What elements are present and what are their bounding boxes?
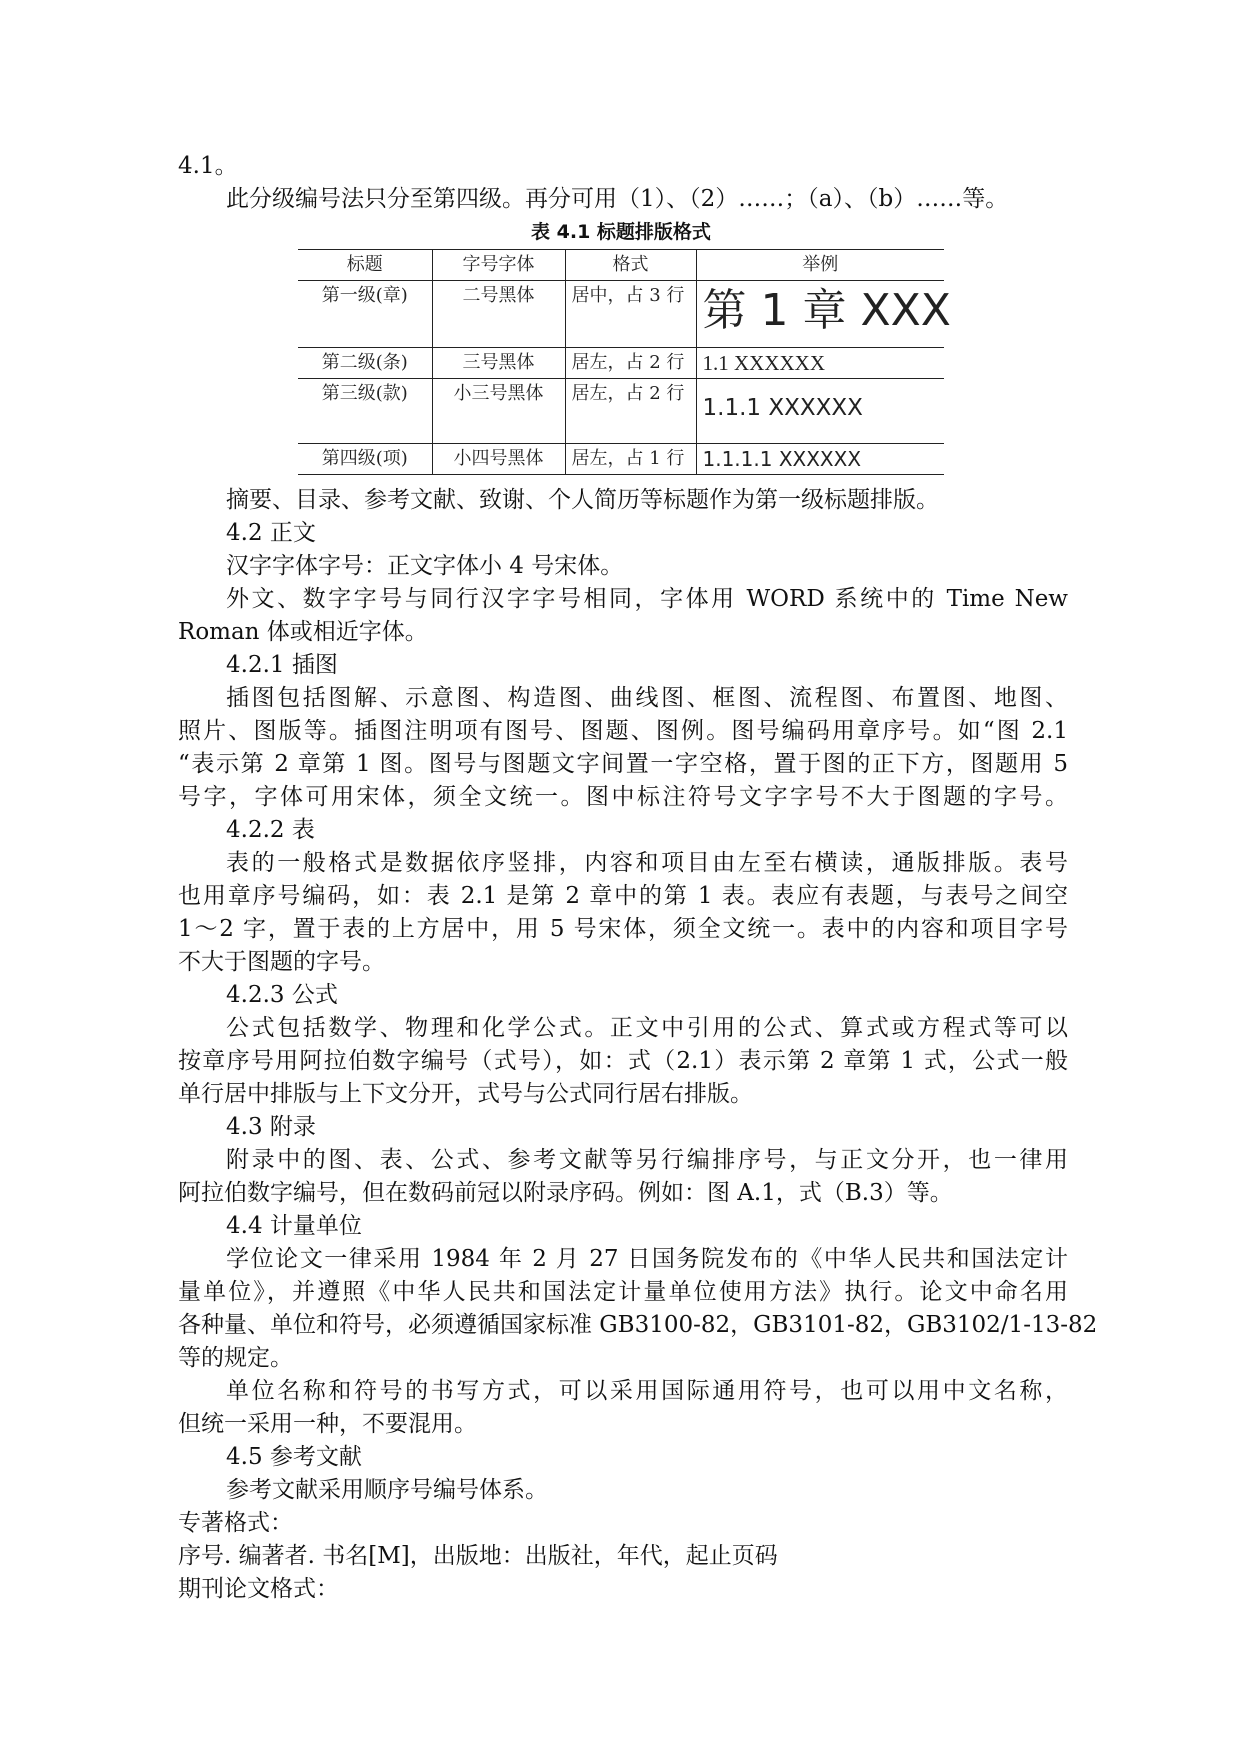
table-header-cell: 标题 xyxy=(298,250,432,281)
table-cell: 小三号黑体 xyxy=(432,379,565,444)
table-header-cell: 举例 xyxy=(696,250,944,281)
table-cell: 居左，占 2 行 xyxy=(565,348,696,379)
format-label: 期刊论文格式： xyxy=(178,1576,339,1602)
table-cell: 第一级(章) xyxy=(298,281,432,348)
paragraph-text: 不大于图题的字号。 xyxy=(178,949,385,975)
table-cell: 居左，占 2 行 xyxy=(565,379,696,444)
table-cell: 第三级(款) xyxy=(298,379,432,444)
paragraph-text: 插图包括图解、示意图、构造图、曲线图、框图、流程图、布置图、地图、 xyxy=(226,685,1068,711)
paragraph-text: 汉字字体字号：正文字体小 4 号宋体。 xyxy=(226,553,624,579)
table-cell: 三号黑体 xyxy=(432,348,565,379)
paragraph-text: Roman 体或相近字体。 xyxy=(178,619,428,645)
citation-format: 序号. 编著者. 书名[M]，出版地：出版社，年代，起止页码 xyxy=(178,1543,778,1569)
table-cell: 居中，占 3 行 xyxy=(565,281,696,348)
table-header-cell: 格式 xyxy=(565,250,696,281)
table-cell-example: 1.1 XXXXXX xyxy=(696,348,944,379)
paragraph-text: 按章序号用阿拉伯数字编号（式号），如：式（2.1）表示第 2 章第 1 式，公式一般 xyxy=(178,1048,1068,1074)
table-row xyxy=(298,379,944,444)
paragraph-text: 等的规定。 xyxy=(178,1345,293,1371)
paragraph-text: 公式包括数学、物理和化学公式。正文中引用的公式、算式或方程式等可以 xyxy=(226,1015,1068,1041)
paragraph-text: 外文、数字字号与同行汉字字号相同，字体用 WORD 系统中的 Time New xyxy=(226,586,1068,612)
paragraph-text: 1～2 字，置于表的上方居中，用 5 号宋体，须全文统一。表中的内容和项目字号 xyxy=(178,916,1068,942)
paragraph-text: 单行居中排版与上下文分开，式号与公式同行居右排版。 xyxy=(178,1081,753,1107)
table-header-row xyxy=(298,250,944,281)
section-heading: 4.4 计量单位 xyxy=(226,1213,362,1239)
heading-format-table xyxy=(298,249,951,475)
paragraph-text: 但统一采用一种，不要混用。 xyxy=(178,1411,477,1437)
paragraph-text: 照片、图版等。插图注明项有图号、图题、图例。图号编码用章序号。如“图 2.1 xyxy=(178,718,1068,744)
table-cell: 二号黑体 xyxy=(432,281,565,348)
paragraph-text: “表示第 2 章第 1 图。图号与图题文字间置一字空格，置于图的正下方，图题用 5 xyxy=(178,751,1068,777)
table-cell: 第二级(条) xyxy=(298,348,432,379)
table-caption: 表 4.1 标题排版格式 xyxy=(531,221,711,243)
paragraph-text: 表的一般格式是数据依序竖排，内容和项目由左至右横读，通版排版。表号 xyxy=(226,850,1068,876)
table-row xyxy=(298,348,944,379)
section-heading: 4.2 正文 xyxy=(226,520,316,546)
table-header-cell: 字号字体 xyxy=(432,250,565,281)
section-number-tail: 4.1。 xyxy=(178,153,238,179)
paragraph-text: 号字，字体可用宋体，须全文统一。图中标注符号文字字号不大于图题的字号。 xyxy=(178,784,1068,810)
paragraph-text: 也用章序号编码，如：表 2.1 是第 2 章中的第 1 表。表应有表题，与表号之间空 xyxy=(178,883,1068,909)
table-cell: 小四号黑体 xyxy=(432,444,565,475)
section-heading: 4.5 参考文献 xyxy=(226,1444,362,1470)
table-row xyxy=(298,444,944,475)
paragraph-text: 附录中的图、表、公式、参考文献等另行编排序号，与正文分开，也一律用 xyxy=(226,1147,1068,1173)
section-heading: 4.2.1 插图 xyxy=(226,652,338,678)
section-heading: 4.3 附录 xyxy=(226,1114,316,1140)
paragraph-text: 各种量、单位和符号，必须遵循国家标准 GB3100-82，GB3101-82，GB3102/1-13-82 xyxy=(178,1312,1098,1338)
section-heading: 4.2.3 公式 xyxy=(226,982,338,1008)
paragraph-text: 学位论文一律采用 1984 年 2 月 27 日国务院发布的《中华人民共和国法定计 xyxy=(226,1246,1068,1272)
table-row xyxy=(298,281,944,348)
paragraph-text: 单位名称和符号的书写方式，可以采用国际通用符号，也可以用中文名称， xyxy=(226,1378,1068,1404)
table-cell: 居左，占 1 行 xyxy=(565,444,696,475)
paragraph-text: 参考文献采用顺序号编号体系。 xyxy=(226,1477,548,1503)
paragraph-text: 摘要、目录、参考文献、致谢、个人简历等标题作为第一级标题排版。 xyxy=(226,487,939,513)
table-cell-example: 1.1.1.1 XXXXXX xyxy=(696,444,944,475)
table-cell-example: 1.1.1 XXXXXX xyxy=(696,379,944,444)
table-cell-example: 第 1 章 XXX xyxy=(696,281,944,348)
paragraph-text: 量单位》，并遵照《中华人民共和国法定计量单位使用方法》执行。论文中命名用 xyxy=(178,1279,1068,1305)
paragraph-numbering-rule: 此分级编号法只分至第四级。再分可用（1）、（2）……；（a）、（b）……等。 xyxy=(226,186,1009,212)
table-cell: 第四级(项) xyxy=(298,444,432,475)
section-heading: 4.2.2 表 xyxy=(226,817,315,843)
format-label: 专著格式： xyxy=(178,1510,293,1536)
paragraph-text: 阿拉伯数字编号，但在数码前冠以附录序码。例如：图 A.1，式（B.3）等。 xyxy=(178,1180,953,1206)
